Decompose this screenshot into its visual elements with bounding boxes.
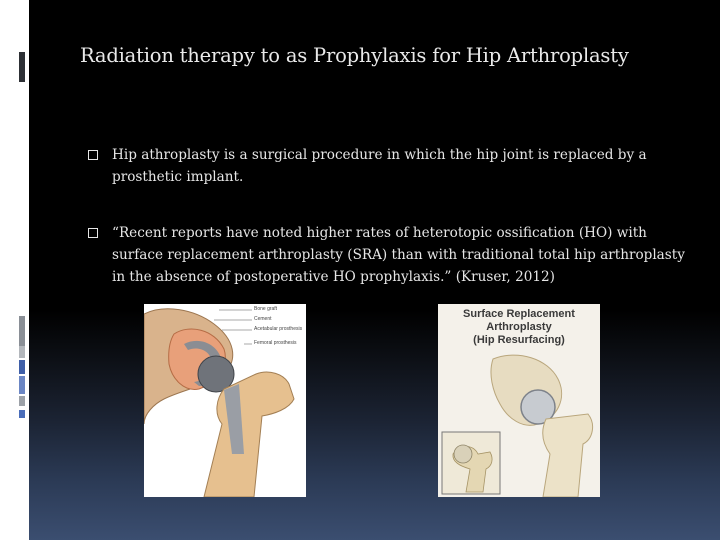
hip-replacement-illustration (144, 304, 306, 497)
bullet-2-text: “Recent reports have noted higher rates of heterotopic ossification (HO) with surface replacement arthroplasty (SRA) than with traditional total hip arthroplasty in the absence of postoperative HO prophylaxis.” (Kruser, 2012) (112, 225, 685, 285)
accent-bar-gray-1 (19, 316, 25, 346)
label-bone-graft: Bone graft (254, 306, 278, 312)
hip-replacement-drawing (144, 304, 306, 497)
bullet-2 (88, 222, 688, 288)
caption-line-2: Arthroplasty (486, 321, 552, 333)
slide-margin (0, 0, 29, 540)
caption-line-3: (Hip Resurfacing) (473, 334, 565, 346)
slide-title: Radiation therapy to as Prophylaxis for Hip Arthroplasty (80, 44, 629, 67)
accent-bar-blue-2 (19, 376, 25, 394)
label-femoral-prosthesis: Femoral prosthesis (254, 340, 297, 346)
resurfacing-caption (438, 308, 600, 347)
accent-bar-blue-1 (19, 360, 25, 374)
bullet-1 (88, 144, 688, 188)
accent-bar-gray-2 (19, 346, 25, 358)
hip-resurfacing-illustration (438, 304, 600, 497)
bullet-1-text: Hip athroplasty is a surgical procedure in which the hip joint is replaced by a prosthetic implant. (112, 147, 647, 185)
label-acetabular-prosthesis: Acetabular prosthesis (254, 326, 303, 332)
label-cement: Cement (254, 316, 272, 322)
accent-bar-top (19, 52, 25, 82)
accent-bar-gray-3 (19, 396, 25, 406)
accent-bar-blue-3 (19, 410, 25, 418)
checkbox-bullet-icon (88, 150, 98, 160)
checkbox-bullet-icon (88, 228, 98, 238)
caption-line-1: Surface Replacement (463, 308, 575, 320)
